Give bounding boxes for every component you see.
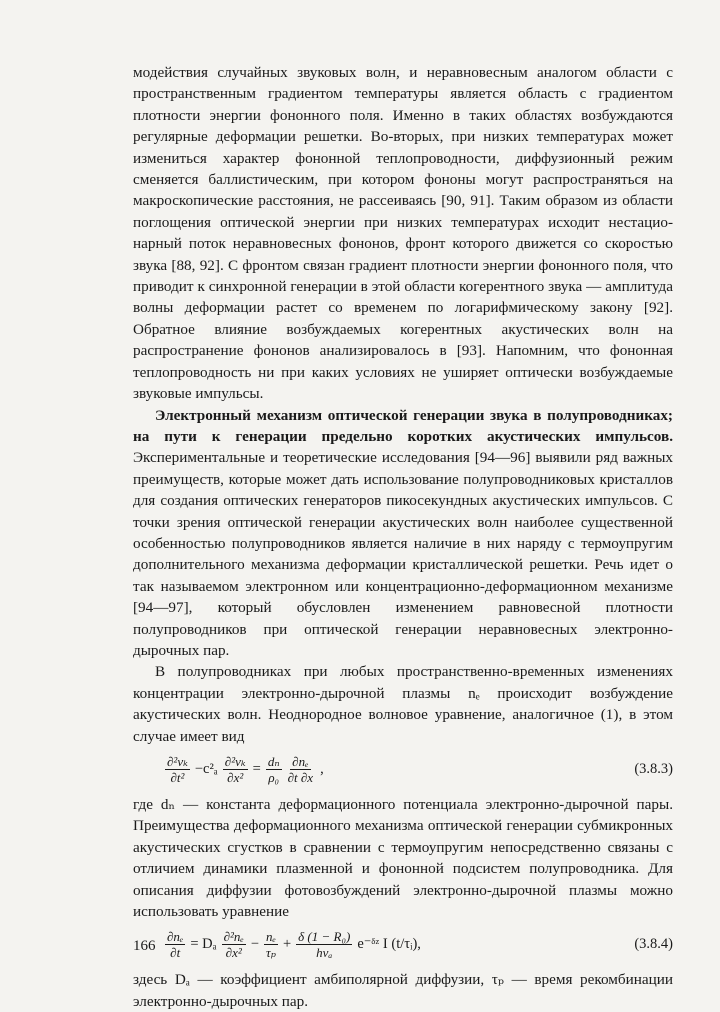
operator: = Dₐ (190, 936, 217, 953)
numerator: ∂nₑ (292, 754, 309, 769)
equation-body (163, 754, 324, 785)
denominator: hνₐ (316, 945, 333, 961)
fraction (296, 929, 352, 960)
numerator: ∂nₑ (167, 929, 184, 945)
paragraph-2 (133, 405, 673, 662)
numerator: ∂²vₖ (167, 754, 188, 769)
equation-number: (3.8.4) (634, 936, 673, 953)
section-heading: Электронный механизм оптической генерации звука в полупроводниках; на пути к генерации предельно коротких акустических импульсов. (133, 406, 673, 445)
fraction (266, 754, 282, 785)
denominator: ∂t ∂x (287, 770, 314, 785)
paragraph-3: В полупроводниках при любых пространственно-временных изменениях концентрации электронно-дырочной плазмы nₑ происходит возбуждение акустических волн. Неоднородное волновое уравнение, аналогичное (1), в этом случае имеет вид (133, 663, 673, 745)
equation-body (163, 929, 421, 960)
numerator: dₙ (267, 754, 280, 769)
paragraph-1: модействия случайных звуковых волн, и неравновесным аналогом области с пространственным градиентом температуры является область с градиентом плотности энергии фононного поля. Именно в таких областях возбуждаются регулярные деформации решетки. Во-вторых, при низких температурах может измениться характер фононной теплопроводности, диффузионный режим сменяется баллистическим, при котором фононы могут распространяться на макроскопические расстояния, не рассеиваясь [90, 91]. Таким образом из области поглощения оптической энергии при низких температурах исходит нестационарный поток неравновесных фононов, фронт которого движется со скоростью звука [88, 92]. С фронтом связан градиент плотности энергии фононного поля, что приводит к синхронной генерации в этой области когерентного звука — амплитуда волны деформации растет со временем по логарифмическому закону [92]. Обратное влияние возбуждаемых когерентных акустических волн на распространение фононов анализировалось в [93]. Напомним, что фононная теплопроводность ни при каких условиях не уширяет оптически возбуждаемые звуковые импульсы. (133, 64, 673, 403)
denominator: ρ₀ (268, 770, 280, 785)
numerator: δ (1 − R₀) (298, 929, 351, 945)
denominator: ∂t (170, 945, 181, 961)
fraction (165, 929, 185, 960)
equation-tail: e⁻ᵟᶻ I (t/τᵢ), (357, 936, 421, 953)
equation-3-8-3 (133, 748, 673, 792)
fraction (222, 929, 246, 960)
page-number: 166 (133, 938, 156, 954)
paragraph-2-body: Экспериментальные и теоретические исследования [94—96] выявили ряд важных преимуществ, которые может дать использование полупроводниковых кристаллов для создания оптических генераторов пикосекундных акустических импульсов. С точки зрения оптической генерации акустических волн наиболее существенной особенностью полупроводников является наличие в них наряду с термоупругим дополнительного механизма деформации кристаллической решетки. Речь идет о так называемом электронном или концентрационно-деформационном механизме [94—97], который обусловлен изменением равновесной плотности полупроводников при оптической генерации неравновесных электронно-дырочных пар. (133, 449, 673, 659)
numerator: nₑ (266, 929, 276, 945)
equation-3-8-4 (133, 923, 673, 967)
fraction (165, 754, 190, 785)
fraction (264, 929, 278, 960)
fraction (286, 754, 315, 785)
operator: = (252, 761, 261, 777)
numerator: ∂²vₖ (224, 754, 246, 769)
paragraph-4: где dₙ — константа деформационного потенциала электронно-дырочной пары. Преимущества деформационного механизма оптической генерации субмикронных акустических сгустков в сравнении с термоупругим непосредственно связаны с отличием динамики плазменной и фононной подсистем полупроводника. Для описания диффузии фотовозбуждений электронно-дырочной плазмы можно использовать уравнение (133, 796, 673, 921)
paragraph-5: здесь Dₐ — коэффициент амбиполярной диффузии, τₚ — время рекомбинации электронно-дырочных пар. (133, 971, 673, 1010)
denominator: ∂x² (225, 945, 242, 961)
text-column (133, 62, 673, 1012)
denominator: τₚ (266, 945, 276, 961)
denominator: ∂x² (227, 770, 244, 785)
equation-tail: , (320, 761, 324, 777)
numerator: ∂²nₑ (223, 929, 244, 945)
denominator: ∂t² (170, 770, 185, 785)
fraction (223, 754, 248, 785)
operator: −c²ₐ (194, 761, 218, 777)
operator: − (250, 936, 260, 953)
operator: + (282, 936, 292, 953)
equation-number: (3.8.3) (634, 761, 673, 777)
